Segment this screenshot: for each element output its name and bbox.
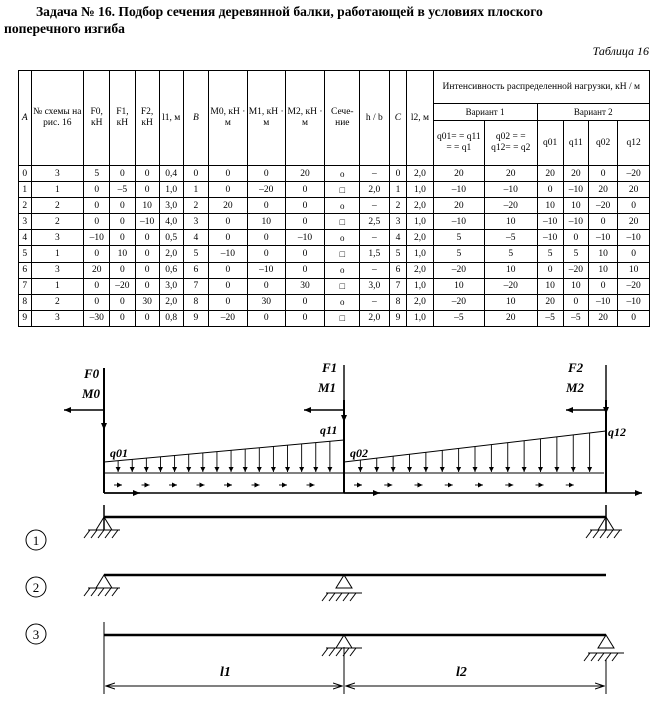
label-f2: F2 — [568, 360, 584, 375]
table-cell: 0 — [208, 230, 247, 246]
label-q12: q12 — [608, 425, 626, 439]
table-cell: 2 — [183, 198, 208, 214]
table-cell: 0 — [208, 182, 247, 198]
table-cell: 3 — [31, 262, 83, 278]
table-cell: –10 — [285, 230, 325, 246]
table-cell: 10 — [563, 198, 588, 214]
beam-diagram — [0, 352, 659, 708]
table-row — [19, 278, 650, 294]
table-cell: 5 — [433, 246, 484, 262]
table-cell: 1 — [31, 278, 83, 294]
table-cell: 0 — [389, 166, 407, 182]
table-row — [19, 182, 650, 198]
header-section: Сече-ние — [325, 71, 360, 166]
table-cell: o — [325, 294, 360, 310]
table-cell: 2,0 — [407, 166, 433, 182]
task-title — [4, 4, 644, 37]
table-cell: 10 — [485, 294, 537, 310]
table-cell: 0,6 — [159, 262, 183, 278]
force-arrows — [64, 365, 642, 493]
table-cell: –20 — [618, 278, 650, 294]
pin-support-left — [84, 575, 120, 596]
dimension-lines — [104, 622, 606, 694]
title-line-2: поперечного изгиба — [4, 20, 125, 36]
label-l2: l2 — [456, 665, 467, 680]
label-f1: F1 — [322, 360, 338, 375]
table-cell: 0 — [110, 310, 135, 326]
label-l1: l1 — [220, 665, 231, 680]
table-cell: 4,0 — [159, 214, 183, 230]
table-cell: 10 — [433, 278, 484, 294]
table-cell: 1,0 — [407, 310, 433, 326]
table-cell: 2,0 — [407, 198, 433, 214]
table-cell: 2,0 — [407, 230, 433, 246]
table-cell: 30 — [135, 294, 159, 310]
table-cell: –20 — [618, 166, 650, 182]
table-cell: –20 — [588, 198, 617, 214]
table-cell: 20 — [285, 166, 325, 182]
table-cell: 9 — [389, 310, 407, 326]
fixed-support-left — [84, 517, 120, 538]
scheme-1-number: 1 — [32, 533, 40, 548]
table-cell: 0 — [247, 166, 285, 182]
table-cell: 5 — [183, 246, 208, 262]
table-cell: –20 — [208, 310, 247, 326]
table-cell: 0 — [19, 166, 32, 182]
header-scheme: № схемы на рис. 16 — [31, 71, 83, 166]
header-m2: M2, кН · м — [285, 71, 325, 166]
header-m1: M1, кН · м — [247, 71, 285, 166]
table-cell: –20 — [433, 262, 484, 278]
table-cell: 30 — [247, 294, 285, 310]
table-cell: 2 — [31, 214, 83, 230]
table-cell: 10 — [618, 262, 650, 278]
table-cell: 20 — [485, 310, 537, 326]
header-q11-v2: q11 — [563, 121, 588, 166]
header-variant-2: Вариант 2 — [537, 104, 649, 121]
scheme-3-number: 3 — [32, 627, 40, 642]
table-cell: □ — [325, 246, 360, 262]
label-f0: F0 — [84, 366, 100, 381]
table-cell: –10 — [537, 214, 563, 230]
table-cell: 4 — [183, 230, 208, 246]
table-cell: 20 — [84, 262, 110, 278]
table-cell: 10 — [563, 278, 588, 294]
table-cell: 7 — [389, 278, 407, 294]
table-cell: 0 — [247, 246, 285, 262]
table-cell: –5 — [433, 310, 484, 326]
table-cell: –10 — [135, 214, 159, 230]
table-cell: 6 — [389, 262, 407, 278]
table-row — [19, 230, 650, 246]
table-row — [19, 294, 650, 310]
table-cell: 0 — [285, 262, 325, 278]
table-cell: 1 — [31, 246, 83, 262]
table-cell: 1,0 — [407, 182, 433, 198]
table-cell: 10 — [588, 246, 617, 262]
table-cell: 0 — [285, 182, 325, 198]
table-cell: 0 — [135, 246, 159, 262]
table-cell: 3,0 — [360, 278, 389, 294]
loaded-beam — [104, 368, 606, 493]
table-cell: 5 — [563, 246, 588, 262]
table-cell: 0 — [537, 262, 563, 278]
table-cell: –20 — [563, 262, 588, 278]
table-cell: – — [360, 198, 389, 214]
table-cell: 0 — [208, 166, 247, 182]
header-num-b: B — [183, 71, 208, 166]
table-cell: 1,5 — [360, 246, 389, 262]
table-cell: –20 — [110, 278, 135, 294]
header-q02-v1: q02 = = q12= = q2 — [485, 121, 537, 166]
table-cell: – — [360, 230, 389, 246]
table-cell: 0 — [208, 262, 247, 278]
table-cell: 7 — [183, 278, 208, 294]
table-cell: 0 — [563, 230, 588, 246]
table-cell: – — [360, 294, 389, 310]
scheme-2-number: 2 — [32, 580, 40, 595]
table-cell: 0 — [285, 310, 325, 326]
table-cell: 3,0 — [159, 278, 183, 294]
table-cell: 20 — [433, 166, 484, 182]
table-cell: 0 — [618, 198, 650, 214]
header-l2: l2, м — [407, 71, 433, 166]
table-cell: 2 — [389, 198, 407, 214]
table-cell: 6 — [19, 262, 32, 278]
table-cell: 3 — [31, 310, 83, 326]
table-cell: 20 — [588, 310, 617, 326]
table-cell: 1 — [183, 182, 208, 198]
table-cell: 9 — [19, 310, 32, 326]
table-cell: 0 — [285, 246, 325, 262]
table-cell: 10 — [588, 262, 617, 278]
table-cell: –10 — [537, 230, 563, 246]
table-cell: 2,0 — [159, 294, 183, 310]
table-cell: –5 — [537, 310, 563, 326]
label-q11: q11 — [320, 423, 338, 437]
table-cell: 20 — [208, 198, 247, 214]
table-cell: 0 — [285, 214, 325, 230]
table-body — [19, 166, 650, 327]
table-cell: 0 — [563, 294, 588, 310]
table-cell: □ — [325, 278, 360, 294]
table-caption: Таблица 16 — [592, 44, 649, 58]
table-cell: 0 — [135, 166, 159, 182]
table-cell: 3 — [31, 166, 83, 182]
table-cell: 5 — [433, 230, 484, 246]
table-cell: 1 — [389, 182, 407, 198]
table-cell: 8 — [183, 294, 208, 310]
scheme-2 — [26, 575, 606, 601]
table-cell: 0 — [208, 294, 247, 310]
table-cell: 0 — [110, 198, 135, 214]
table-cell: 3 — [19, 214, 32, 230]
scheme-3 — [26, 624, 624, 661]
table-cell: 10 — [537, 198, 563, 214]
table-cell: 0 — [208, 214, 247, 230]
table-cell: 0 — [183, 166, 208, 182]
table-row — [19, 310, 650, 326]
table-cell: 1 — [19, 182, 32, 198]
table-cell: 1,0 — [407, 214, 433, 230]
table-cell: 3 — [31, 230, 83, 246]
table-cell: □ — [325, 214, 360, 230]
table-cell: –10 — [588, 294, 617, 310]
table-cell: 9 — [183, 310, 208, 326]
label-m1: M1 — [318, 380, 337, 395]
table-cell: 6 — [183, 262, 208, 278]
table-cell: 4 — [19, 230, 32, 246]
table-cell: –5 — [563, 310, 588, 326]
table-cell: 0,4 — [159, 166, 183, 182]
table-cell: 0 — [110, 294, 135, 310]
scheme-1 — [26, 505, 622, 550]
table-cell: –20 — [485, 278, 537, 294]
table-cell: –10 — [618, 294, 650, 310]
table-cell: –20 — [485, 198, 537, 214]
table-cell: 0 — [618, 246, 650, 262]
table-cell: o — [325, 198, 360, 214]
table-cell: 20 — [485, 166, 537, 182]
table-cell: 10 — [247, 214, 285, 230]
table-cell: 20 — [563, 166, 588, 182]
table-cell: 0 — [84, 294, 110, 310]
header-hb: h / b — [360, 71, 389, 166]
table-cell: 0 — [135, 182, 159, 198]
table-row — [19, 198, 650, 214]
table-cell: 0 — [537, 182, 563, 198]
table-cell: 0 — [135, 310, 159, 326]
table-cell: 5 — [537, 246, 563, 262]
table-cell: 1 — [31, 182, 83, 198]
table-cell: 0 — [84, 182, 110, 198]
table-cell: 0 — [588, 278, 617, 294]
roller-support-middle — [322, 575, 362, 601]
header-f0: F0, кН — [84, 71, 110, 166]
table-cell: 10 — [485, 214, 537, 230]
table-cell: 0 — [84, 246, 110, 262]
table-cell: 0 — [135, 230, 159, 246]
pin-support-middle — [322, 635, 362, 656]
table-cell: 2,0 — [407, 262, 433, 278]
table-cell: o — [325, 230, 360, 246]
table-row — [19, 214, 650, 230]
table-cell: 0 — [247, 198, 285, 214]
table-cell: 2,0 — [360, 310, 389, 326]
table-cell: 3 — [183, 214, 208, 230]
table-cell: 10 — [110, 246, 135, 262]
table-cell: –10 — [563, 214, 588, 230]
table-cell: 0 — [208, 278, 247, 294]
header-q01-v1: q01= = q11 = = q1 — [433, 121, 484, 166]
table-cell: □ — [325, 310, 360, 326]
table-cell: –10 — [433, 182, 484, 198]
table-cell: 2 — [31, 294, 83, 310]
table-row — [19, 262, 650, 278]
table-cell: 1,0 — [407, 278, 433, 294]
table-cell: 2 — [19, 198, 32, 214]
table-cell: o — [325, 262, 360, 278]
table-cell: – — [360, 262, 389, 278]
table-cell: 0 — [247, 278, 285, 294]
table-cell: –5 — [485, 230, 537, 246]
header-l1: l1, м — [159, 71, 183, 166]
table-cell: 0 — [247, 230, 285, 246]
table-cell: 20 — [588, 182, 617, 198]
pin-support-right — [586, 517, 622, 538]
table-cell: –10 — [485, 182, 537, 198]
label-m2: M2 — [566, 380, 585, 395]
table-cell: 0 — [84, 214, 110, 230]
title-line-1: Задача № 16. Подбор сечения деревянной балки, работающей в условиях плоского — [36, 4, 543, 19]
table-cell: 0 — [110, 214, 135, 230]
roller-support-right — [584, 635, 624, 661]
table-cell: 2,0 — [360, 182, 389, 198]
table-cell: 0 — [135, 262, 159, 278]
table-cell: 2,5 — [360, 214, 389, 230]
table-cell: –20 — [433, 294, 484, 310]
table-cell: 2,0 — [159, 246, 183, 262]
table-cell: 0 — [247, 310, 285, 326]
table-cell: 20 — [618, 214, 650, 230]
table-cell: –5 — [110, 182, 135, 198]
header-m0: M0, кН · м — [208, 71, 247, 166]
table-cell: 0 — [618, 310, 650, 326]
header-f2: F2, кН — [135, 71, 159, 166]
table-cell: 3 — [389, 214, 407, 230]
table-cell: –10 — [588, 230, 617, 246]
table-cell: 1,0 — [407, 246, 433, 262]
table-cell: 0 — [285, 294, 325, 310]
label-q02: q02 — [350, 446, 368, 460]
table-cell: 0 — [110, 166, 135, 182]
table-cell: 0 — [110, 230, 135, 246]
table-cell: 0 — [84, 198, 110, 214]
table-cell: 20 — [537, 294, 563, 310]
table-cell: 2 — [31, 198, 83, 214]
table-cell: 7 — [19, 278, 32, 294]
table-cell: 0 — [588, 166, 617, 182]
table-cell: 0 — [84, 278, 110, 294]
table-cell: 4 — [389, 230, 407, 246]
data-table — [18, 70, 650, 327]
table-cell: o — [325, 166, 360, 182]
table-cell: 10 — [485, 262, 537, 278]
table-cell: –10 — [84, 230, 110, 246]
header-c: C — [389, 71, 407, 166]
table-cell: 5 — [389, 246, 407, 262]
table-cell: 10 — [537, 278, 563, 294]
table-cell: 8 — [389, 294, 407, 310]
header-variant-1: Вариант 1 — [433, 104, 537, 121]
table-cell: – — [360, 166, 389, 182]
table-cell: 5 — [485, 246, 537, 262]
table-cell: 20 — [537, 166, 563, 182]
label-q01: q01 — [110, 446, 128, 460]
header-q01-v2: q01 — [537, 121, 563, 166]
table-cell: –30 — [84, 310, 110, 326]
table-cell: –10 — [563, 182, 588, 198]
table-cell: 0 — [285, 198, 325, 214]
table-cell: –20 — [247, 182, 285, 198]
table-cell: 0 — [110, 262, 135, 278]
table-row — [19, 166, 650, 182]
header-intensity: Интенсивность распределенной нагрузки, кН / м — [433, 71, 649, 104]
table-cell: 10 — [135, 198, 159, 214]
load-edge-1 — [104, 440, 344, 462]
table-cell: 5 — [84, 166, 110, 182]
table-cell: 8 — [19, 294, 32, 310]
table-cell: –10 — [618, 230, 650, 246]
header-q02-v2: q02 — [588, 121, 617, 166]
header-num-a: A — [19, 71, 32, 166]
table-cell: 20 — [433, 198, 484, 214]
table-cell: □ — [325, 182, 360, 198]
table-cell: 20 — [618, 182, 650, 198]
table-cell: –10 — [208, 246, 247, 262]
table-cell: 5 — [19, 246, 32, 262]
table-row — [19, 246, 650, 262]
table-cell: 0,8 — [159, 310, 183, 326]
table-cell: 2,0 — [407, 294, 433, 310]
table-cell: –10 — [247, 262, 285, 278]
table-cell: 0,5 — [159, 230, 183, 246]
header-q12-v2: q12 — [618, 121, 650, 166]
table-cell: –10 — [433, 214, 484, 230]
label-m0: M0 — [82, 386, 101, 401]
table-cell: 1,0 — [159, 182, 183, 198]
table-cell: 30 — [285, 278, 325, 294]
header-f1: F1, кН — [110, 71, 135, 166]
table-cell: 0 — [588, 214, 617, 230]
table-cell: 3,0 — [159, 198, 183, 214]
table-cell: 0 — [135, 278, 159, 294]
